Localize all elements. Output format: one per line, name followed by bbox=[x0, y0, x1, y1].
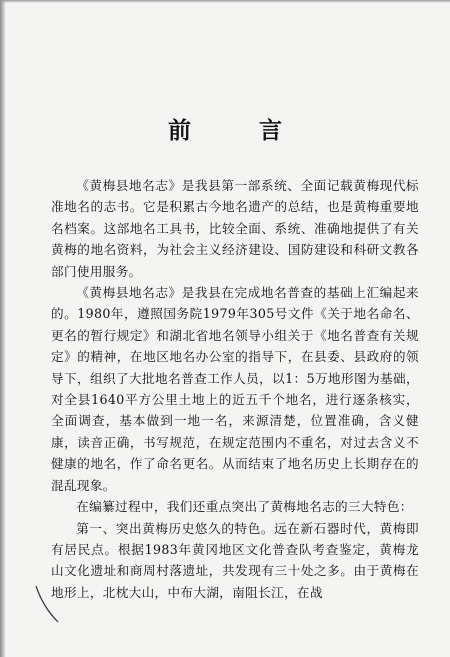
scan-edge bbox=[0, 0, 450, 3]
pen-mark bbox=[32, 584, 62, 624]
scan-shadow bbox=[0, 0, 6, 657]
page-title: 前 言 bbox=[167, 117, 312, 144]
paragraph-4: 第一、突出黄梅历史悠久的特色。远在新石器时代，黄梅即有居民点。根据1983年黄冈地区文化普查队考查鉴定，黄梅龙山文化遗址和商周村落遗址，共发现有三十处之多。由于黄梅在地形上，北枕大山，中布大湖，南阻长江，在战 bbox=[51, 520, 419, 600]
paragraph-1: 《黄梅县地名志》是我县第一部系统、全面记载黄梅现代标准地名的志书。它是积累古今地名遗产的总结，也是黄梅重要地名档案。这部地名工具书，比较全面、系统、准确地提供了有关黄梅的地名资料，为社会主义经济建设、国防建设和科研文教各部门使用服务。 bbox=[51, 178, 419, 279]
paragraph-3: 在编纂过程中，我们还重点突出了黄梅地名志的三大特色： bbox=[76, 499, 413, 515]
paragraph-2: 《黄梅县地名志》是我县在完成地名普查的基础上汇编起来的。1980年，遵照国务院1979年305号文件《关于地名命名、更名的暂行规定》和湖北省地名领导小组关于《地名普查有关规定》的精神，在地区地名办公室的指导下，在县委、县政府的领导下，组织了大批地名普查工作人员，以1：5万地形图为基础，对全县1640平方公里土地上的近五千个地名，进行逐条核实，全面调查，基本做到一地一名，来源清楚，位置准确，含义健康，读音正确，书写规范，在规定范围内不重名，对过去含义不健康的地名，作了命名更名。从而结束了地名历史上长期存在的混乱现象。 bbox=[51, 285, 419, 493]
body-text bbox=[51, 175, 419, 603]
